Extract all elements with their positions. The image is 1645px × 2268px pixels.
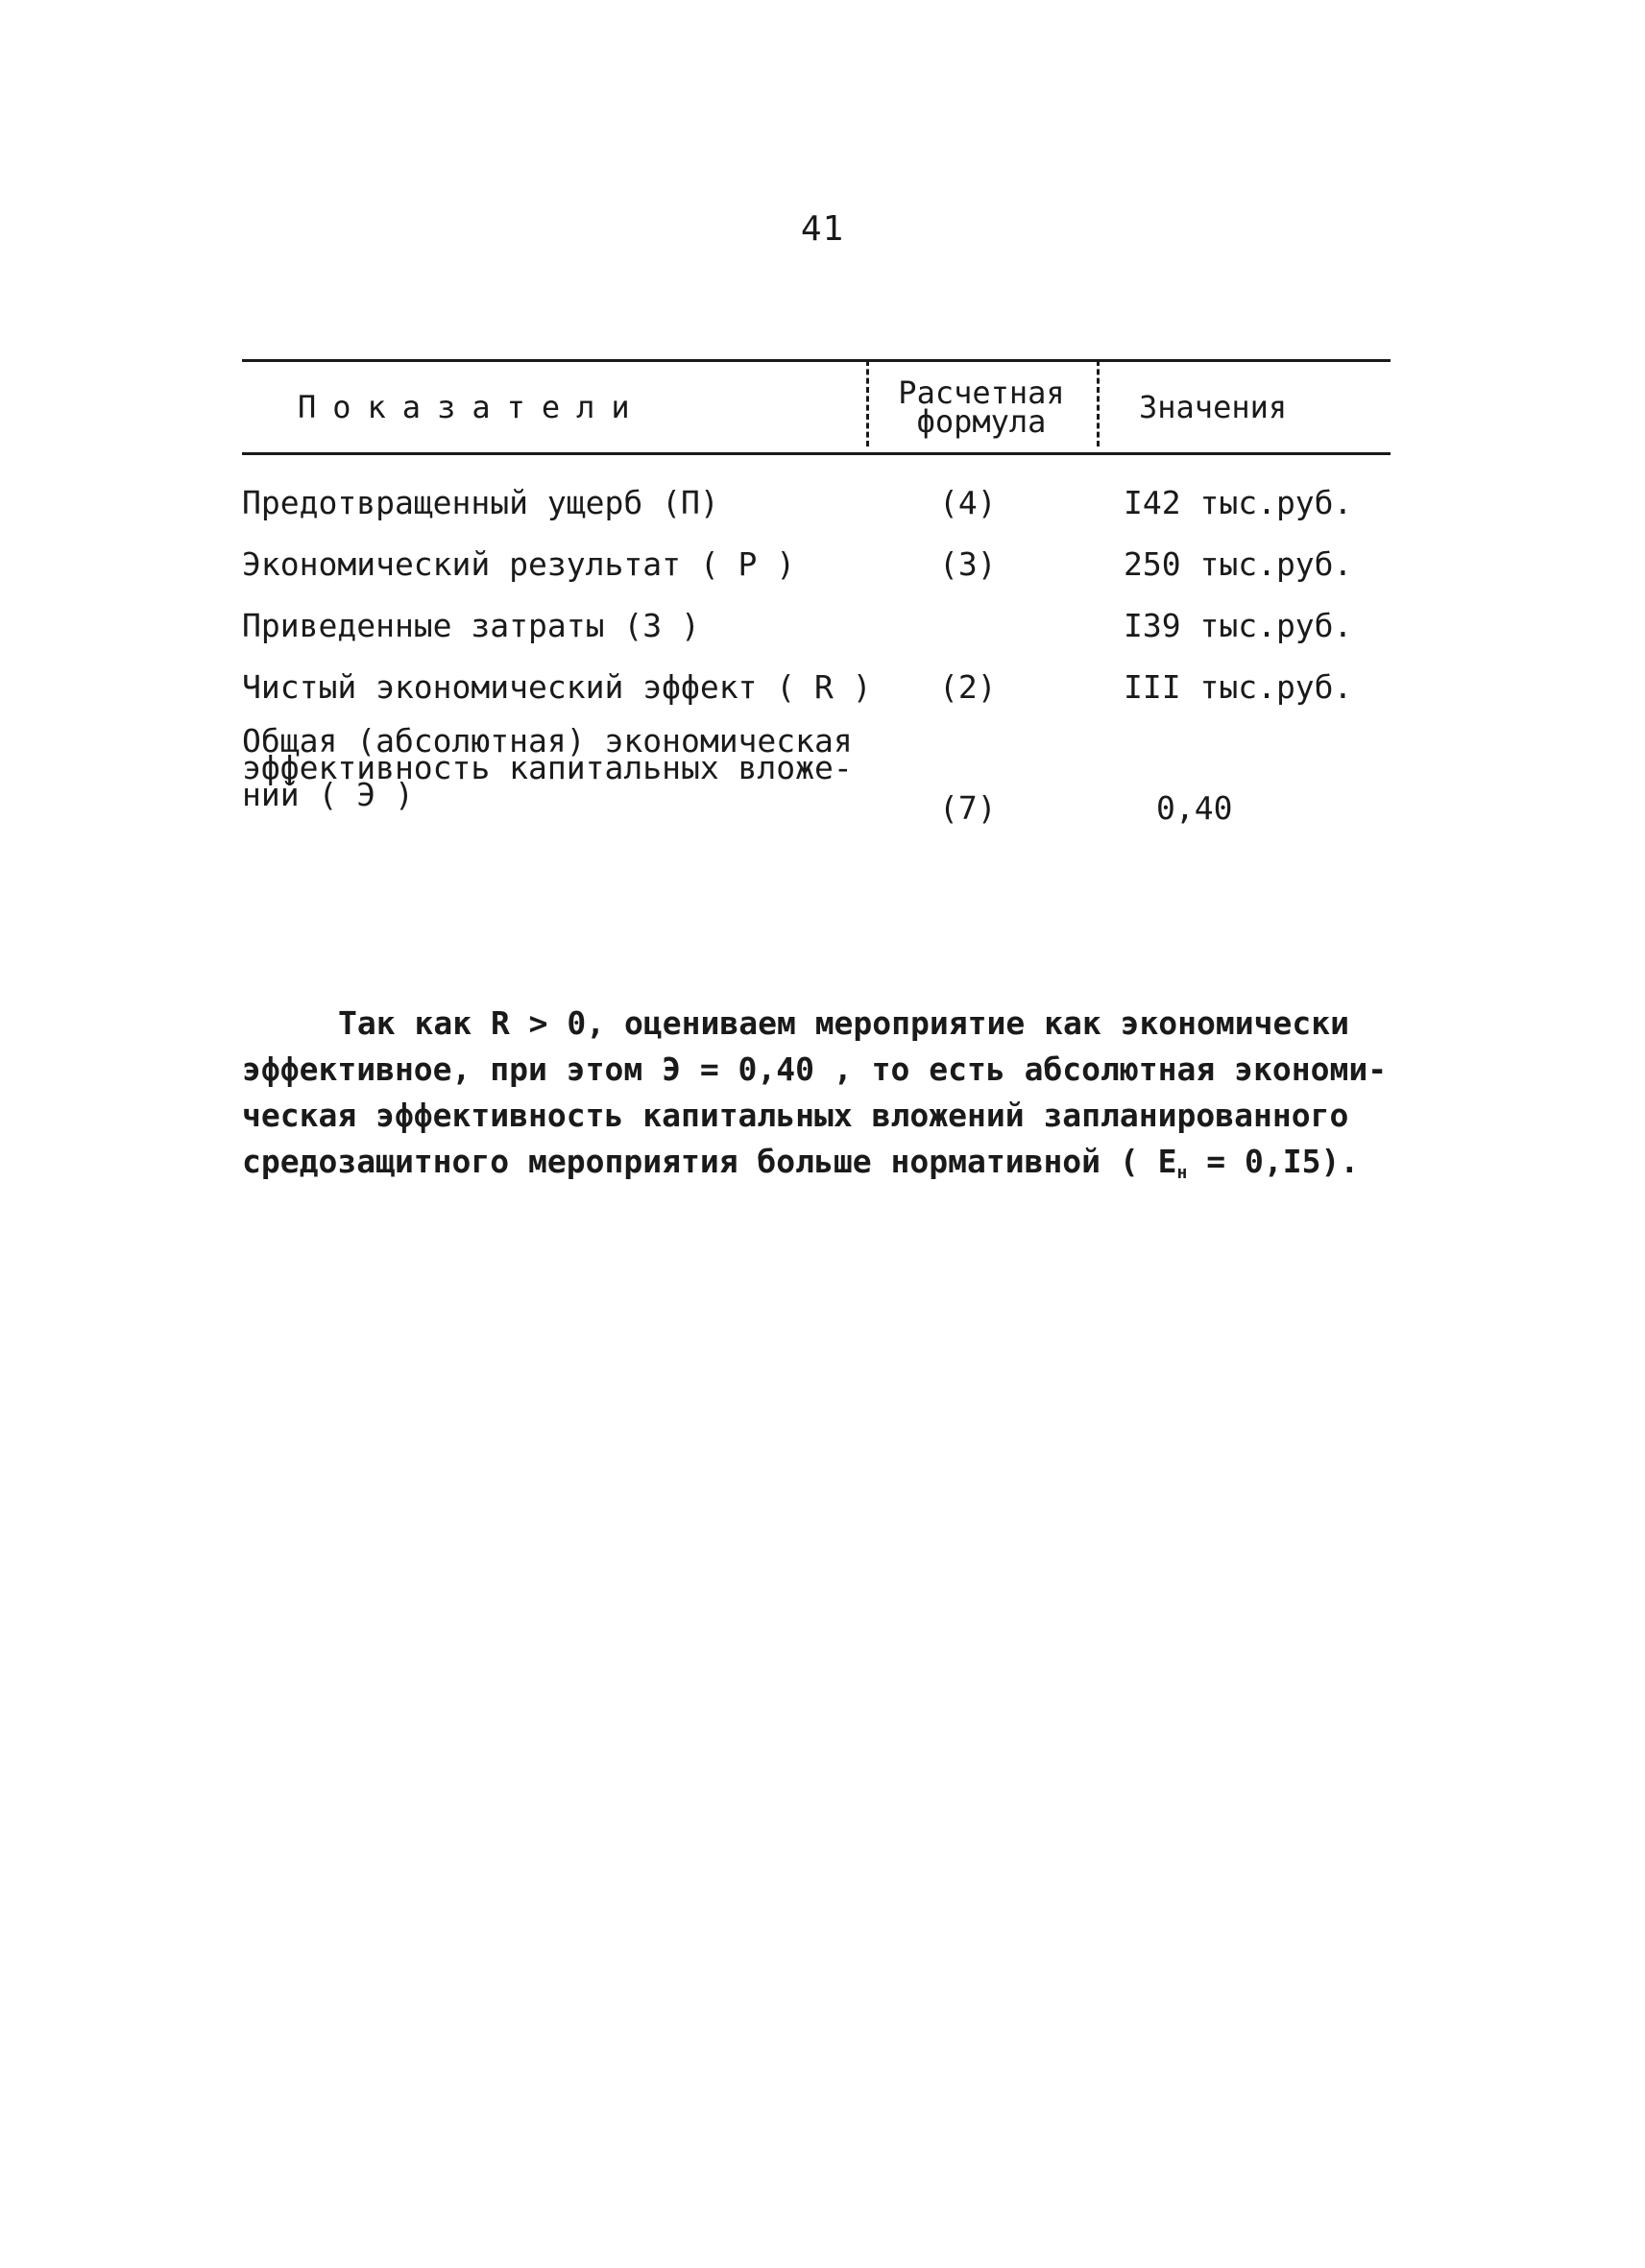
paragraph-line: ческая эффективность капитальных вложений запланированного (242, 1097, 1349, 1134)
conclusion-paragraph (242, 1001, 1388, 1196)
indicator-line: ний ( Э ) (242, 776, 414, 813)
table-row (242, 536, 1391, 597)
indicator-cell (242, 722, 866, 813)
formula-cell: (4) (939, 484, 997, 521)
header-formula-line2: формула (916, 403, 1047, 440)
header-formula (866, 362, 1097, 452)
table-row (242, 720, 1391, 845)
indicator-cell: Экономический результат ( Р ) (242, 545, 796, 583)
value-cell: 250 тыс.руб. (1124, 545, 1353, 583)
value-cell: 0,40 (1156, 789, 1233, 827)
paragraph-line: эффективное, при этом Э = 0,40 , то есть абсолютная экономи- (242, 1050, 1388, 1088)
value-cell: I42 тыс.руб. (1124, 484, 1353, 521)
indicator-line: Общая (абсолютная) экономическая (242, 722, 853, 760)
paragraph-line (242, 1139, 1375, 1196)
formula-cell: (7) (939, 789, 997, 827)
indicator-cell: Приведенные затраты (З ) (242, 607, 700, 644)
header-formula-line1: Расчетная (898, 374, 1065, 411)
formula-cell: (3) (939, 545, 997, 583)
page-number: 41 (800, 209, 845, 249)
subscript-n: н (1176, 1163, 1188, 1183)
paragraph-line: Так как R > 0, оцениваем мероприятие как экономически (338, 1004, 1349, 1042)
table-body (242, 455, 1391, 845)
table-row (242, 474, 1391, 536)
table-row (242, 659, 1391, 720)
table-header (242, 362, 1391, 452)
paragraph-text: средозащитного мероприятия больше нормативной ( Е (242, 1143, 1177, 1180)
table-row (242, 597, 1391, 659)
paragraph-text: = 0,I5). (1187, 1143, 1360, 1180)
header-indicators: Показатели (298, 389, 646, 425)
value-cell: I39 тыс.руб. (1124, 607, 1353, 644)
header-values: Значения (1139, 389, 1288, 425)
indicators-table (242, 359, 1391, 845)
indicator-cell: Чистый экономический эффект ( R ) (242, 668, 872, 706)
formula-cell: (2) (939, 668, 997, 706)
indicator-cell: Предотвращенный ущерб (П) (242, 484, 719, 521)
value-cell: III тыс.руб. (1124, 668, 1353, 706)
indicator-line: эффективность капитальных вложе- (242, 749, 853, 786)
